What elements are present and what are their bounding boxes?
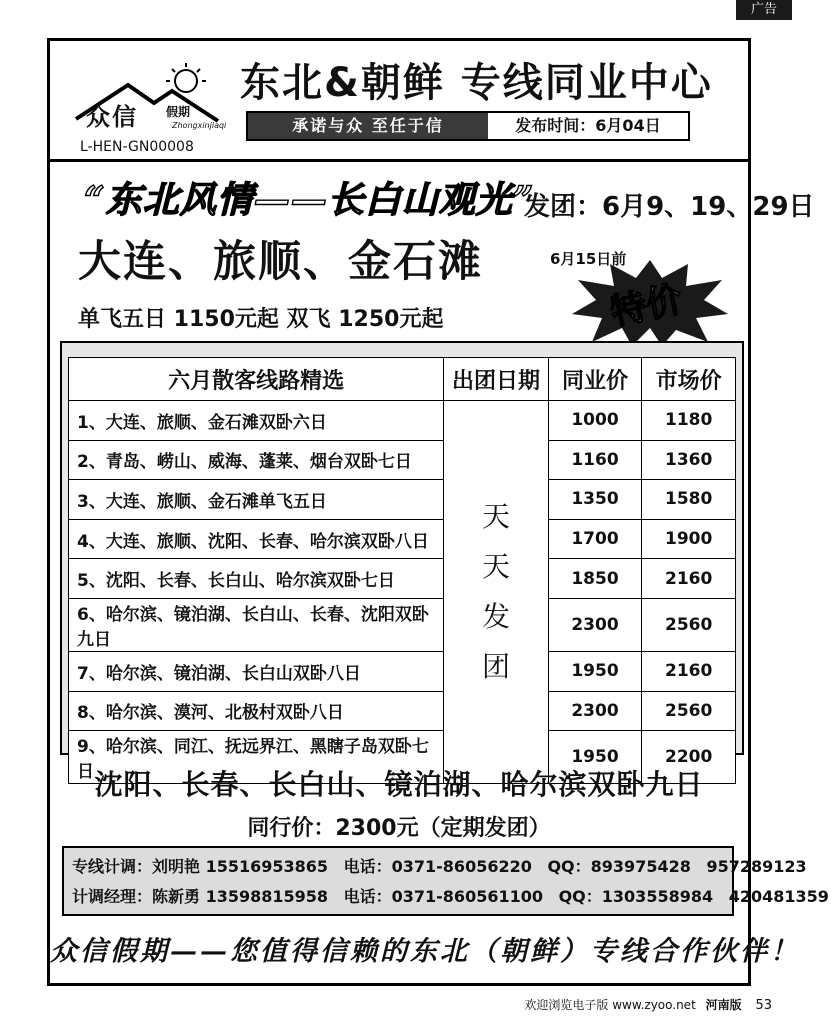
market-price: 1360 [642, 440, 736, 480]
route-name: 4、大连、旅顺、沈阳、长春、哈尔滨双卧八日 [69, 519, 444, 559]
contact-qq: QQ：893975428 [547, 857, 691, 876]
trade-price: 1950 [548, 651, 642, 691]
table-row [69, 519, 736, 559]
contact-row [72, 852, 807, 882]
promo-title: “东北风情——长白山观光” [84, 179, 535, 221]
trade-price: 1700 [548, 519, 642, 559]
route-name: 7、哈尔滨、镜泊湖、长白山双卧八日 [69, 651, 444, 691]
ad-frame [47, 38, 829, 986]
table-row [69, 651, 736, 691]
footer-edition: 河南版 [705, 998, 742, 1012]
contact-qq-2: 420481359 [728, 887, 829, 906]
license-number: L-HEN-GN00008 [80, 139, 194, 155]
contact-phone: 电话：0371-86056220 [343, 857, 532, 876]
daily-departure-text: 天天发团 [481, 500, 510, 684]
footer-text: 欢迎浏览电子版 www.zyoo.net [524, 998, 696, 1012]
table-row [69, 401, 736, 441]
route-name: 8、哈尔滨、漠河、北极村双卧八日 [69, 691, 444, 731]
header-trade-price: 同业价 [548, 358, 642, 401]
header-date: 出团日期 [444, 358, 548, 401]
table-row [69, 598, 736, 651]
market-price: 2560 [642, 598, 736, 651]
main-title: 东北&朝鲜 专线同业中心 [240, 60, 713, 106]
feature-route: 沈阳、长春、长白山、镜泊湖、哈尔滨双卧九日 [94, 768, 704, 801]
trade-price: 1850 [548, 559, 642, 599]
slogan-bar [246, 111, 690, 141]
contact-qq: QQ：1303558984 [558, 887, 714, 906]
header-market-price: 市场价 [642, 358, 736, 401]
route-name: 5、沈阳、长春、长白山、哈尔滨双卧七日 [69, 559, 444, 599]
market-price: 2160 [642, 651, 736, 691]
table-row [69, 480, 736, 520]
trade-price: 1350 [548, 480, 642, 520]
promo-deadline: 6月15日前 [550, 250, 627, 268]
trade-price: 2300 [548, 598, 642, 651]
table-row [69, 559, 736, 599]
trade-price: 1160 [548, 440, 642, 480]
feature-price: 同行价：2300元（定期发团） [247, 816, 551, 841]
route-name: 2、青岛、崂山、威海、蓬莱、烟台双卧七日 [69, 440, 444, 480]
market-price: 1900 [642, 519, 736, 559]
promo-price-line: 单飞五日 1150元起 双飞 1250元起 [78, 307, 444, 332]
route-name: 6、哈尔滨、镜泊湖、长白山、长春、沈阳双卧九日 [69, 598, 444, 651]
trade-price: 1950 [548, 731, 642, 784]
feature-route-section [50, 763, 748, 842]
market-price: 2560 [642, 691, 736, 731]
ad-tag: 广告 [736, 0, 792, 20]
daily-departure [444, 401, 548, 784]
market-price: 1180 [642, 401, 736, 441]
market-price: 2200 [642, 731, 736, 784]
contact-person: 计调经理：陈新勇 13598815958 [72, 887, 329, 906]
publish-date: 发布时间：6月04日 [515, 116, 661, 135]
slogan: 承诺与众 至任于信 [248, 113, 488, 139]
route-name: 9、哈尔滨、同江、抚远界江、黑瞎子岛双卧七日 [69, 731, 444, 784]
logo-brand-name: 众信 [86, 102, 138, 131]
table-row [69, 440, 736, 480]
table-row [69, 691, 736, 731]
route-table-panel [60, 341, 744, 783]
promo-route: 大连、旅顺、金石滩 [78, 237, 483, 287]
contact-qq-2: 957289123 [706, 857, 807, 876]
route-name: 1、大连、旅顺、金石滩双卧六日 [69, 401, 444, 441]
logo-brand-name-2: 假期 [166, 105, 191, 119]
route-name: 3、大连、旅顺、金石滩单飞五日 [69, 480, 444, 520]
footer [524, 996, 772, 1013]
market-price: 1580 [642, 480, 736, 520]
promo-section [50, 162, 815, 342]
special-price-label: 特价 [607, 278, 687, 334]
contact-person: 专线计调：刘明艳 15516953865 [72, 857, 329, 876]
trade-price: 1000 [548, 401, 642, 441]
logo [68, 59, 238, 154]
page-number: 53 [755, 998, 772, 1013]
trade-price: 2300 [548, 691, 642, 731]
table-header-row [69, 358, 736, 401]
route-table [68, 357, 736, 784]
contact-phone: 电话：0371-860561100 [343, 887, 543, 906]
contact-row [72, 882, 829, 912]
market-price: 2160 [642, 559, 736, 599]
departure-dates: 发团：6月9、19、29日 [524, 192, 815, 222]
contact-box [62, 846, 829, 916]
tagline: 众信假期——您值得信赖的东北（朝鲜）专线合作伙伴！ [50, 936, 800, 967]
header-route: 六月散客线路精选 [69, 358, 444, 401]
header [50, 41, 748, 162]
logo-pinyin: Zhongxinjiaqi [172, 121, 227, 130]
